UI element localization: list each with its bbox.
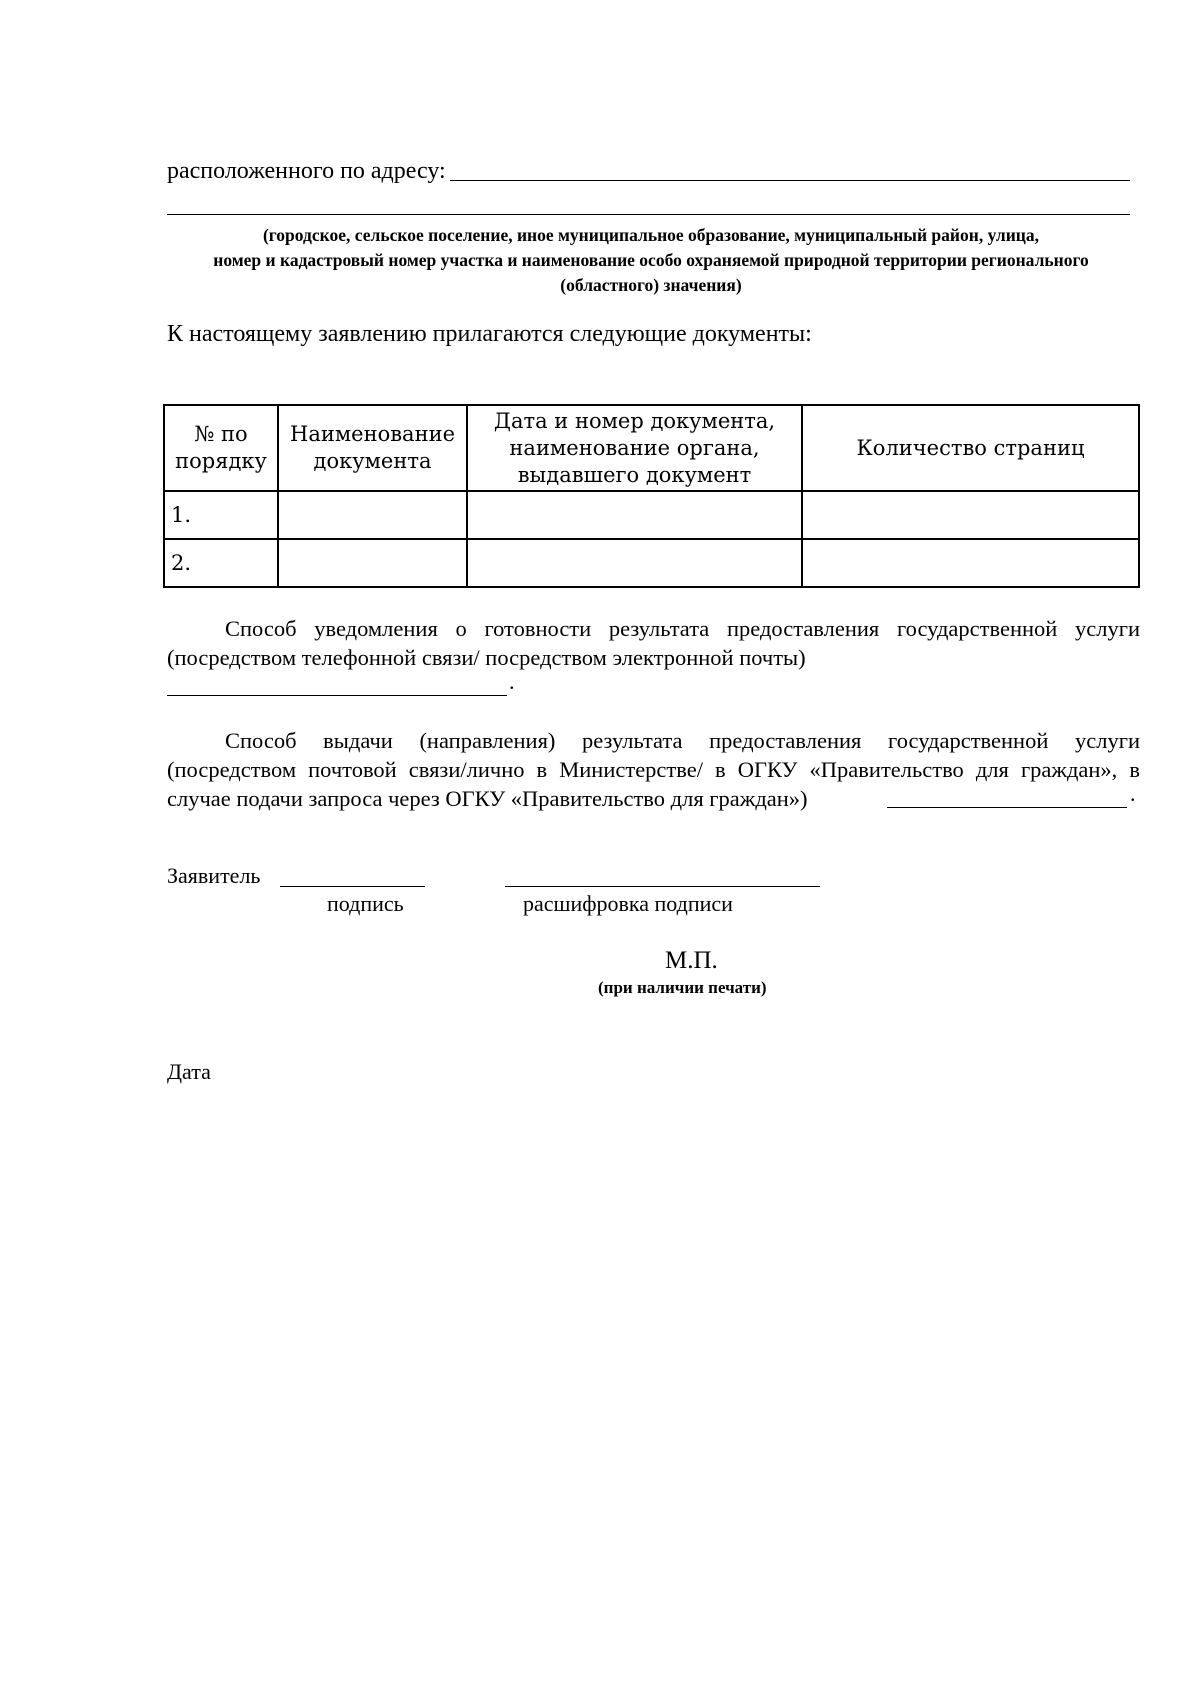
address-hint xyxy=(172,223,1130,298)
cell-document-name[interactable] xyxy=(278,539,467,587)
address-hint-line-2: номер и кадастровый номер участка и наименование особо охраняемой природной территории регионального xyxy=(213,250,1089,270)
address-field-line-1[interactable] xyxy=(450,180,1130,181)
date-label: Дата xyxy=(167,1059,211,1084)
header-number: № по порядку xyxy=(164,405,278,491)
address-label: расположенного по адресу: xyxy=(167,158,446,184)
signature-decode-caption: расшифровка подписи xyxy=(523,891,733,916)
signature-decode-field[interactable] xyxy=(505,886,820,887)
address-field-line-2[interactable] xyxy=(167,214,1130,215)
header-page-count: Количество страниц xyxy=(802,405,1139,491)
table-row xyxy=(164,491,1139,539)
header-document-name: Наименование документа xyxy=(278,405,467,491)
cell-page-count[interactable] xyxy=(802,491,1139,539)
cell-document-date-number[interactable] xyxy=(467,539,802,587)
cell-document-date-number[interactable] xyxy=(467,491,802,539)
signature-field[interactable] xyxy=(280,886,425,887)
delivery-method-text: Способ выдачи (направления) результата предоставления государственной услуги (посредством почтовой связи/лично в Министерстве/ в ОГКУ «Правительство для граждан», в случае подачи запроса через ОГКУ «Правительство для граждан») xyxy=(167,728,1140,811)
table-row xyxy=(164,539,1139,587)
documents-table xyxy=(163,404,1140,588)
attachments-intro: К настоящему заявлению прилагаются следующие документы: xyxy=(167,321,812,347)
header-document-date-number: Дата и номер документа, наименование органа, выдавшего документ xyxy=(467,405,802,491)
table-header-row xyxy=(164,405,1139,491)
signature-caption: подпись xyxy=(327,891,404,916)
cell-number: 2. xyxy=(164,539,278,587)
stamp-note: (при наличии печати) xyxy=(598,978,767,997)
delivery-method-field[interactable] xyxy=(887,807,1127,808)
stamp-label: М.П. xyxy=(665,947,718,974)
notification-end-dot: . xyxy=(509,669,515,694)
applicant-label: Заявитель xyxy=(167,863,261,888)
notification-method-field[interactable] xyxy=(167,695,507,696)
delivery-end-dot: . xyxy=(1130,781,1136,806)
cell-document-name[interactable] xyxy=(278,491,467,539)
cell-page-count[interactable] xyxy=(802,539,1139,587)
cell-number: 1. xyxy=(164,491,278,539)
address-hint-line-3: (областного) значения) xyxy=(560,275,742,295)
address-hint-line-1: (городское, сельское поселение, иное муниципальное образование, муниципальный район, улица, xyxy=(262,225,1040,245)
notification-method-text: Способ уведомления о готовности результата предоставления государственной услуги (посредством телефонной связи/ посредством электронной почты) xyxy=(167,616,1140,670)
